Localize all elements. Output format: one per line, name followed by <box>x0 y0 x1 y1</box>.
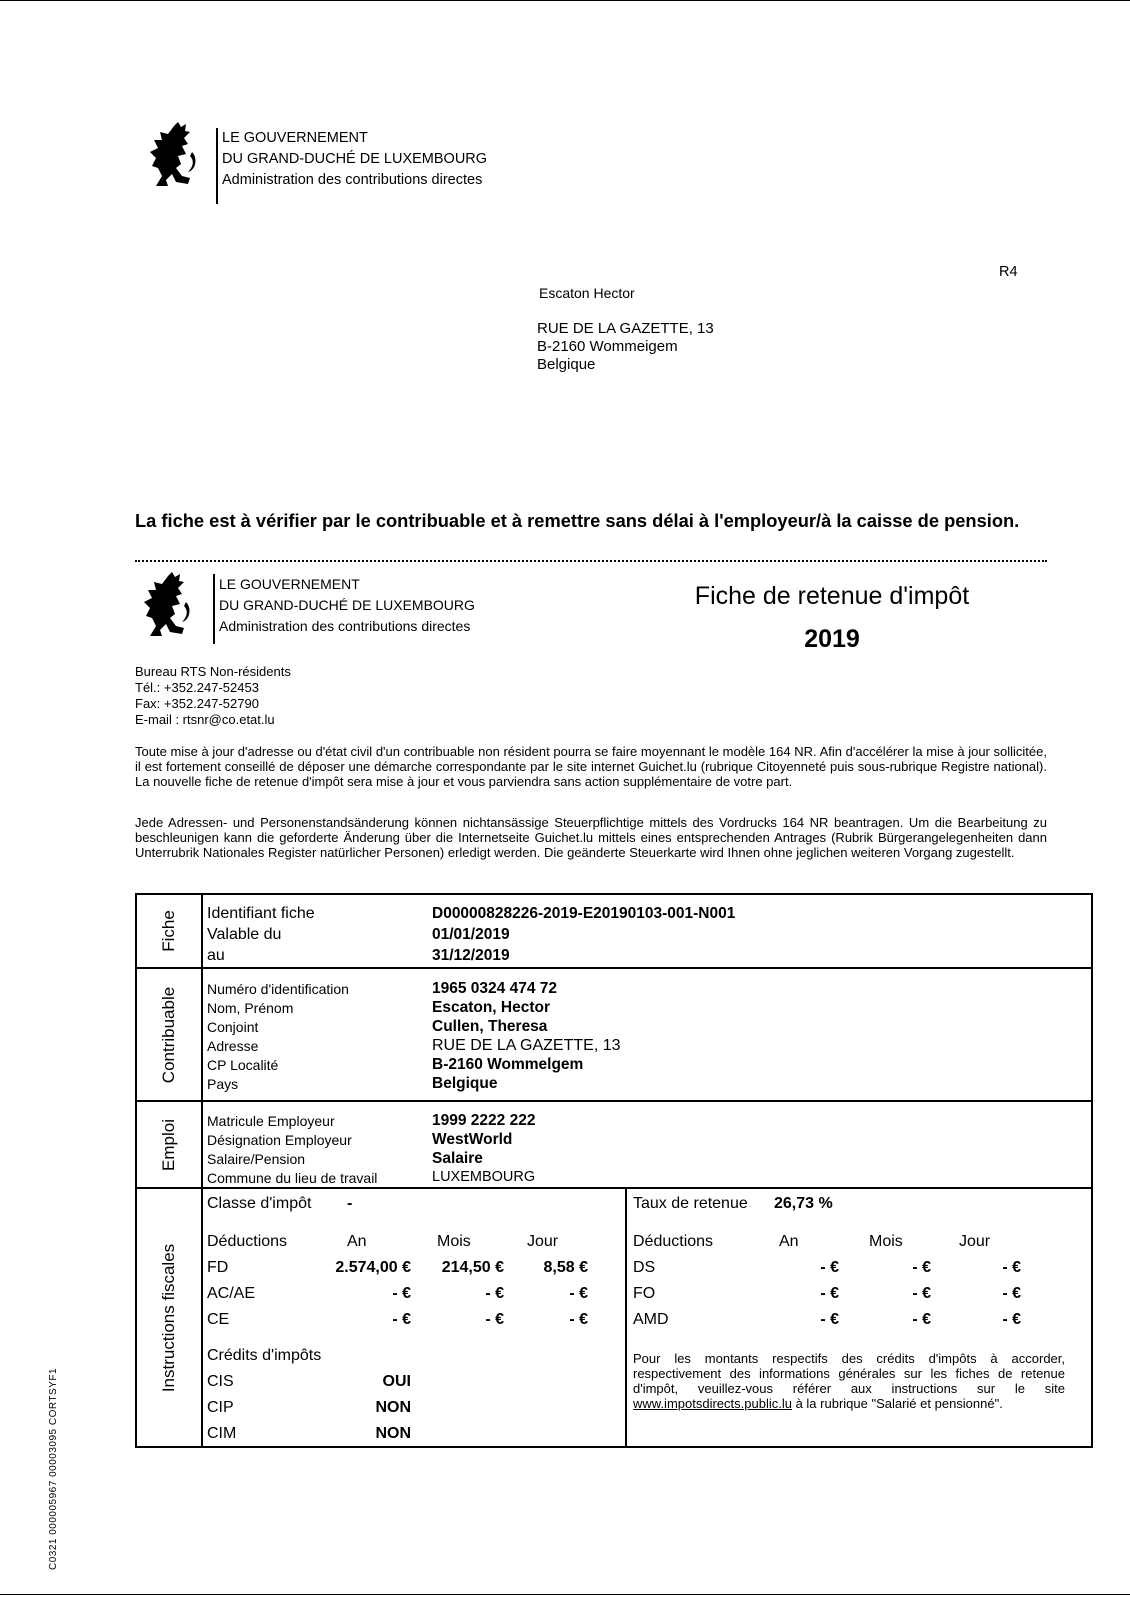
taxpayer-label: Conjoint <box>207 1019 259 1035</box>
deduction-an: 2.574,00 € <box>335 1259 411 1276</box>
deduction-an: - € <box>392 1285 411 1302</box>
section-divider <box>201 895 203 1446</box>
lion-crest-icon <box>148 122 200 188</box>
bureau-fax: Fax: +352.247-52790 <box>135 696 259 711</box>
gov-header-block-2 <box>219 574 475 637</box>
gov-line-3: Administration des contributions directes <box>219 618 471 634</box>
taxpayer-label: Numéro d'identification <box>207 981 349 997</box>
recipient-street: RUE DE LA GAZETTE, 13 <box>537 320 714 337</box>
employer-value: WestWorld <box>432 1131 513 1148</box>
deduction-label: AC/AE <box>207 1285 256 1302</box>
row-divider <box>137 1100 1091 1102</box>
employer-value: LUXEMBOURG <box>432 1169 536 1185</box>
deductions-header: Déductions <box>633 1233 714 1250</box>
deduction-jour: - € <box>1002 1311 1021 1328</box>
deduction-label: DS <box>633 1259 656 1276</box>
deduction-label: FD <box>207 1259 229 1276</box>
col-an: An <box>347 1233 367 1250</box>
fiche-table <box>135 893 1093 1448</box>
taxpayer-value: Escaton, Hector <box>432 999 551 1016</box>
deduction-mois: - € <box>912 1259 931 1276</box>
col-mois: Mois <box>437 1233 471 1250</box>
taxpayer-value: B-2160 Wommelgem <box>432 1056 584 1073</box>
deduction-mois: - € <box>912 1311 931 1328</box>
column-divider <box>625 1187 627 1446</box>
deduction-mois: - € <box>912 1285 931 1302</box>
col-jour: Jour <box>527 1233 559 1250</box>
section-fiche: Fiche <box>159 910 178 952</box>
row-divider <box>137 967 1091 969</box>
bottom-rule <box>0 1594 1130 1595</box>
taxpayer-label: Pays <box>207 1076 239 1092</box>
gov-line-2: DU GRAND-DUCHÉ DE LUXEMBOURG <box>219 597 475 613</box>
lion-crest-icon <box>142 572 194 638</box>
taxpayer-label: Nom, Prénom <box>207 1000 294 1016</box>
recipient-country: Belgique <box>537 356 596 373</box>
credits-note-tail: à la rubrique "Salarié et pensionné". <box>795 1396 1003 1411</box>
deduction-an: - € <box>820 1285 839 1302</box>
taxpayer-label: Adresse <box>207 1038 259 1054</box>
employer-value: 1999 2222 222 <box>432 1112 536 1129</box>
bureau-block <box>135 664 291 728</box>
deduction-label: CE <box>207 1311 230 1328</box>
top-rule <box>0 0 1130 1</box>
valid-from-label: Valable du <box>207 926 282 943</box>
valid-from-value: 01/01/2019 <box>432 926 510 943</box>
deduction-label: AMD <box>633 1311 669 1328</box>
employer-label: Matricule Employeur <box>207 1113 335 1129</box>
row-divider <box>137 1187 1091 1189</box>
deduction-label: FO <box>633 1285 656 1302</box>
credit-label: CIS <box>207 1373 234 1390</box>
cut-line <box>135 560 1047 562</box>
deduction-an: - € <box>820 1311 839 1328</box>
taux-value: 26,73 % <box>774 1195 833 1212</box>
section-emploi: Emploi <box>159 1118 178 1171</box>
fiche-id-label: Identifiant fiche <box>207 905 315 922</box>
employer-label: Désignation Employeur <box>207 1132 352 1148</box>
bureau-email: E-mail : rtsnr@co.etat.lu <box>135 712 275 727</box>
credits-header: Crédits d'impôts <box>207 1347 322 1364</box>
gov-line-1: LE GOUVERNEMENT <box>222 130 368 146</box>
verification-warning: La fiche est à vérifier par le contribuable et à remettre sans délai à l'employeur/à la caisse de pension. <box>135 510 1020 531</box>
deduction-an: - € <box>392 1311 411 1328</box>
section-instructions: Instructions fiscales <box>159 1243 178 1392</box>
paragraph-de: Jede Adressen- und Personenstandsänderung können nichtansässige Steuerpflichtige mittels des Vordrucks 164 NR beantragen. Um die Bearbeitung zu beschleunigen kann die geforderte Änderung über die Internetseite Guichet.lu mittels eines entsprechenden Antrages (Rubrik Bürgerangelegenheiten dann Unterrubrik Nationales Register natürlicher Personen) erledigt werden. Die geänderte Steuerkarte wird Ihnen ohne jeglichen weiteren Vorgang zugestellt. <box>135 815 1047 860</box>
deduction-jour: - € <box>1002 1259 1021 1276</box>
taxpayer-label: CP Localité <box>207 1057 279 1073</box>
deductions-header: Déductions <box>207 1233 288 1250</box>
valid-to-value: 31/12/2019 <box>432 947 510 964</box>
col-mois: Mois <box>869 1233 903 1250</box>
credit-label: CIP <box>207 1399 234 1416</box>
credit-label: CIM <box>207 1425 237 1442</box>
gov-line-3: Administration des contributions directes <box>222 172 483 188</box>
form-code: R4 <box>999 264 1018 280</box>
credit-value: NON <box>375 1425 411 1442</box>
taxpayer-value: Cullen, Theresa <box>432 1018 548 1035</box>
taxpayer-value: Belgique <box>432 1075 498 1092</box>
classe-value: - <box>347 1195 353 1212</box>
fiche-title: Fiche de retenue d'impôt <box>694 582 970 610</box>
deduction-an: - € <box>820 1259 839 1276</box>
paragraph-fr: Toute mise à jour d'adresse ou d'état civil d'un contribuable non résident pourra se faire moyennant le modèle 164 NR. Afin d'accélérer la mise à jour sollicitée, il est fortement conseillé de déposer une démarche correspondante par le site internet Guichet.lu (rubrique Citoyenneté puis sous-rubrique Registre national). La nouvelle fiche de retenue d'impôt sera mise à jour et vous parviendra sans action supplémentaire de votre part. <box>135 744 1047 789</box>
deduction-jour: - € <box>569 1311 588 1328</box>
deduction-jour: - € <box>569 1285 588 1302</box>
valid-to-label: au <box>207 947 225 964</box>
deduction-jour: - € <box>1002 1285 1021 1302</box>
recipient-city: B-2160 Wommeigem <box>537 338 678 355</box>
credit-value: NON <box>375 1399 411 1416</box>
recipient-name: Escaton Hector <box>539 285 635 301</box>
header-divider <box>216 128 218 204</box>
col-jour: Jour <box>959 1233 991 1250</box>
taux-label: Taux de retenue <box>633 1195 748 1212</box>
gov-header-block <box>222 128 487 191</box>
employer-label: Salaire/Pension <box>207 1151 306 1167</box>
deduction-mois: 214,50 € <box>441 1259 504 1276</box>
impotsdirects-link[interactable]: www.impotsdirects.public.lu <box>633 1396 792 1411</box>
fiche-year: 2019 <box>804 625 860 653</box>
deduction-mois: - € <box>485 1311 504 1328</box>
deduction-mois: - € <box>485 1285 504 1302</box>
credits-note <box>633 1351 1065 1411</box>
taxpayer-value: 1965 0324 474 72 <box>432 980 557 997</box>
credit-value: OUI <box>382 1373 411 1390</box>
deduction-jour: 8,58 € <box>543 1259 588 1276</box>
section-contribuable: Contribuable <box>159 986 178 1083</box>
gov-line-2: DU GRAND-DUCHÉ DE LUXEMBOURG <box>222 151 488 167</box>
classe-label: Classe d'impôt <box>207 1195 312 1212</box>
employer-label: Commune du lieu de travail <box>207 1170 378 1186</box>
bureau-name: Bureau RTS Non-résidents <box>135 664 291 679</box>
side-barcode-text: C0321 000005967 00003095 CORTSYF1 <box>48 1367 59 1570</box>
taxpayer-value: RUE DE LA GAZETTE, 13 <box>432 1037 621 1054</box>
header-divider <box>213 574 215 644</box>
bureau-tel: Tél.: +352.247-52453 <box>135 680 259 695</box>
employer-value: Salaire <box>432 1150 483 1167</box>
fiche-id-value: D00000828226-2019-E20190103-001-N001 <box>432 905 736 922</box>
credits-note-text: Pour les montants respectifs des crédits d'impôts à accorder, respectivement des informations générales sur les fiches de retenue d'impôt, veuillez-vous référer aux instructions sur le site <box>633 1351 1065 1396</box>
col-an: An <box>779 1233 799 1250</box>
gov-line-1: LE GOUVERNEMENT <box>219 576 360 592</box>
